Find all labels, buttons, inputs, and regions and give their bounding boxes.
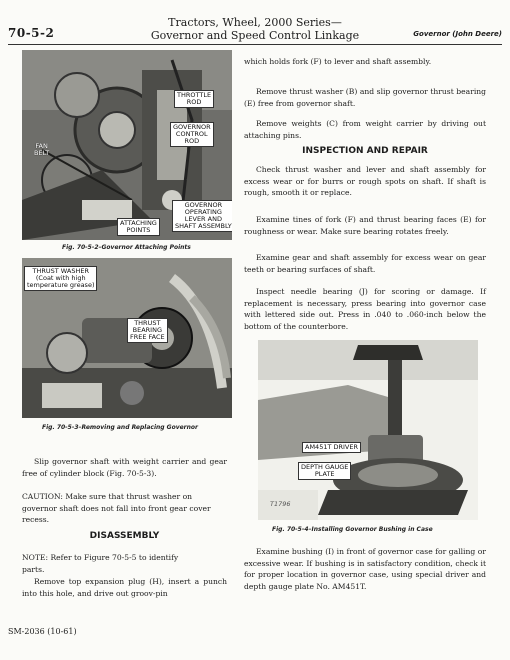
figure-governor-attaching-points <box>22 50 232 240</box>
callout-throttle-rod: THROTTLE ROD <box>174 90 214 108</box>
figure-caption-1: Fig. 70-5-2–Governor Attaching Points <box>62 244 191 251</box>
figure-caption-3: Fig. 70-5-4–Installing Governor Bushing in Case <box>272 526 433 533</box>
inspection-heading: INSPECTION AND REPAIR <box>302 146 428 156</box>
note-paragraph: NOTE: Refer to Figure 70-5-5 to identify parts. <box>22 553 179 574</box>
callout-governor-operating-lever: GOVERNOR OPERATING LEVER AND SHAFT ASSEMBLY <box>172 200 232 232</box>
right-paragraph-3: Remove weights (C) from weight carrier by driving out attaching pins. <box>244 119 486 140</box>
right-paragraph-4: Check thrust washer and lever and shaft assembly for excess wear or for burrs or rough spots on shaft. If shaft is rough, smooth it or replace. <box>244 165 486 197</box>
right-paragraph-8: Examine bushing (I) in front of governor case for galling or excessive wear. If bushing is in satisfactory condition, check it for proper location in governor case, using special driver and depth gauge plate No. AM451T. <box>244 547 486 591</box>
callout-tool: T1796 <box>270 500 291 508</box>
page-number: 70-5-2 <box>8 26 55 40</box>
section-label: Governor (John Deere) <box>413 30 502 38</box>
disassembly-heading: DISASSEMBLY <box>89 531 160 541</box>
callout-fan-belt: FAN BELT <box>34 142 50 157</box>
callout-attaching-points: ATTACHING POINTS <box>117 218 160 236</box>
callout-am451t-driver: AM451T DRIVER <box>302 442 361 453</box>
figure-installing-bushing <box>258 340 478 520</box>
figure-removing-governor <box>22 258 232 418</box>
bushing-photo <box>258 340 478 520</box>
left-paragraph-1: Slip governor shaft with weight carrier and gear free of cylinder block (Fig. 70-5-3). <box>22 457 227 478</box>
right-paragraph-7: Inspect needle bearing (J) for scoring or damage. If replacement is necessary, press bearing into governor case with lettered side out. Press in .040 to .060-inch below the bottom of the counterbore. <box>244 287 486 331</box>
right-paragraph-1: which holds fork (F) to lever and shaft assembly. <box>244 57 432 66</box>
header-rule <box>8 44 502 45</box>
page-title <box>0 16 510 42</box>
right-paragraph-6: Examine gear and shaft assembly for excess wear on gear teeth or bearing surfaces of shaft. <box>244 253 486 274</box>
title-line-1: Tractors, Wheel, 2000 Series— <box>168 16 342 29</box>
right-paragraph-5: Examine tines of fork (F) and thrust bearing faces (E) for roughness or wear. Make sure bearing rotates freely. <box>244 215 486 236</box>
right-paragraph-2: Remove thrust washer (B) and slip governor thrust bearing (E) free from governor shaft. <box>244 87 486 108</box>
footer-code: SM-2036 (10-61) <box>8 627 77 636</box>
callout-thrust-washer: THRUST WASHER (Coat with high temperature grease) <box>24 266 97 291</box>
callout-thrust-bearing: THRUST BEARING FREE FACE <box>127 318 168 343</box>
caution-paragraph: CAUTION: Make sure that thrust washer on governor shaft does not fall into front gear cover recess. <box>22 492 211 524</box>
title-line-2: Governor and Speed Control Linkage <box>150 29 360 42</box>
callout-depth-gauge-plate: DEPTH GAUGE PLATE <box>298 462 351 480</box>
figure-caption-2: Fig. 70-5-3–Removing and Replacing Governor <box>42 424 198 431</box>
callout-governor-control-rod: GOVERNOR CONTROL ROD <box>170 122 214 147</box>
left-paragraph-2: Remove top expansion plug (H), insert a punch into this hole, and drive out groov-pin <box>22 577 227 598</box>
